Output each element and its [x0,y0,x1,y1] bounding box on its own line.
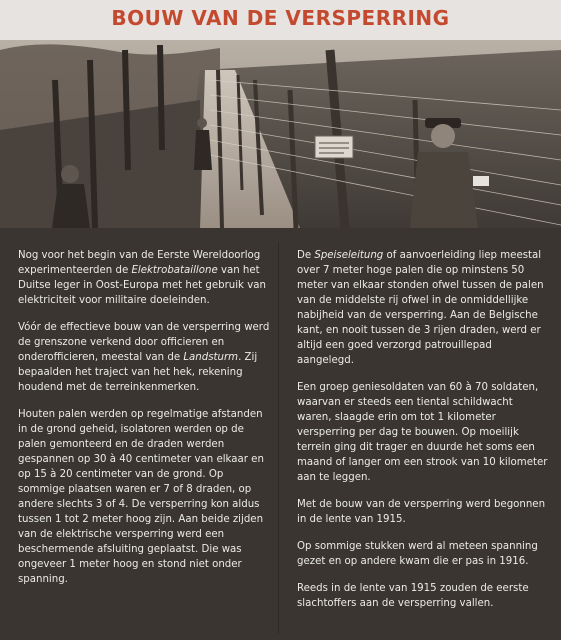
text-segment: of aanvoerleiding liep meestal over 7 meter hoge palen die op minstens 50 meter van elkaar stonden ofwel tussen de palen van de middelste rij ofwel in de onmiddellijke nabijheid van de versperring. Aan de Belgische kant, en nooit tussen de 3 rijen draden, werd er altijd een goed verzorgd patrouillepad aangelegd. [297,250,544,366]
paragraph [18,320,270,395]
right-column [297,248,549,623]
paragraph [18,248,270,308]
text-segment: van het Duitse leger in Oost-Europa met het gebruik van elektriciteit voor militaire doeleinden. [18,265,266,306]
text-segment: Reeds in de lente van 1915 zouden de eerste slachtoffers aan de versperring vallen. [297,583,529,609]
italic-term: Elektrobataillone [131,265,218,276]
fence-photo-illustration [0,40,561,228]
text-segment: Op sommige stukken werd al meteen spanning gezet en op andere kwam die er pas in 1916. [297,541,538,567]
italic-term: Speiseleitung [314,250,384,261]
paragraph [297,248,549,368]
italic-term: Landsturm [183,352,239,363]
text-segment: De [297,250,315,261]
title-bar [0,0,561,40]
historical-photo [0,40,561,228]
text-panel [0,228,561,640]
column-divider [278,242,279,634]
paragraph [297,497,549,527]
paragraph [297,581,549,611]
text-segment: Nog voor het begin van de Eerste Wereldoorlog experimenteerden de [18,250,261,276]
paragraph [297,380,549,485]
text-segment: Met de bouw van de versperring werd begonnen in de lente van 1915. [297,499,546,525]
text-segment: . Zij bepaalden het traject van het hek, rekening houdend met de terreinkenmerken. [18,352,258,393]
page-title: BOUW VAN DE VERSPERRING [111,6,450,30]
text-segment: Een groep geniesoldaten van 60 à 70 soldaten, waarvan er steeds een tiental schildwacht waren, slaagde erin om tot 1 kilometer versperring per dag te bouwen. Op moeilijk terrein ging dit trager en duurde het soms een maand of langer om een strook van 10 kilometer aan te leggen. [297,382,548,483]
left-column [18,248,270,599]
paragraph [18,407,270,587]
text-segment: Houten palen werden op regelmatige afstanden in de grond geheid, isolatoren werden op de palen gemonteerd en de draden werden gespannen op 30 à 40 centimeter van elkaar en op 15 à 20 centimeter van de grond. Op sommige plaatsen waren er 7 of 8 draden, op andere slechts 3 of 4. De versperring kon aldus tussen 1 tot 2 meter hoog zijn. Aan beide zijden van de elektrische versperring werd een beschermende afsluiting geplaatst. Die was ongeveer 1 meter hoog en stond niet onder spanning. [18,409,264,585]
paragraph [297,539,549,569]
text-segment: Vóór de effectieve bouw van de versperring werd de grenszone verkend door officieren en onderofficieren, meestal van de [18,322,270,363]
